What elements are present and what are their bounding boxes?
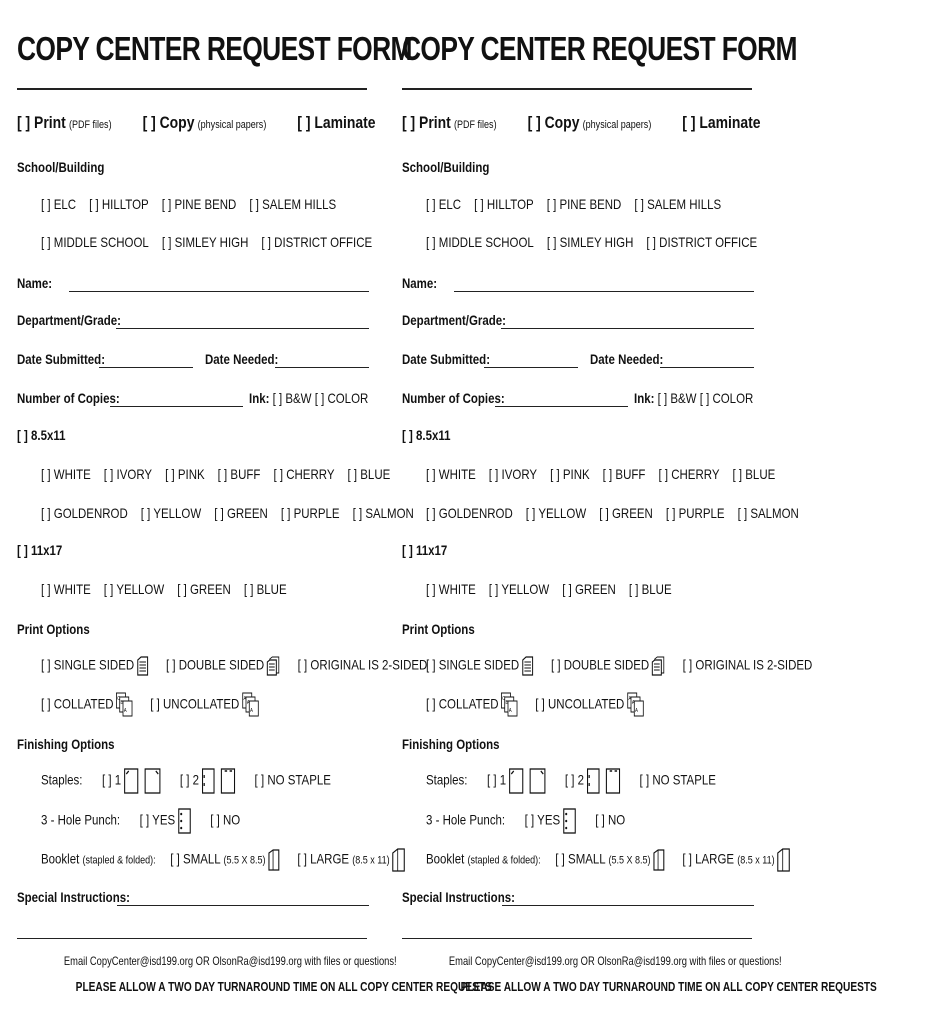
color-pink-option[interactable]: [ ] PINK xyxy=(165,466,205,482)
staple-2-alt-icon xyxy=(605,768,620,794)
name-field[interactable] xyxy=(454,275,754,292)
school-label: School/Building xyxy=(17,159,105,175)
print-options-label: Print Options xyxy=(17,621,90,637)
svg-text:A: A xyxy=(634,707,638,714)
collated-option[interactable]: [ ] COLLATED xyxy=(426,695,499,712)
special-row xyxy=(402,886,754,908)
color11-green-option[interactable]: [ ] GREEN xyxy=(177,581,231,597)
staple-2-option[interactable]: [ ] 2 xyxy=(564,771,585,788)
color-green-option[interactable]: [ ] GREEN xyxy=(599,505,653,521)
color-goldenrod-option[interactable]: [ ] GOLDENROD xyxy=(41,505,128,521)
color11-yellow-option[interactable]: [ ] YELLOW xyxy=(103,581,165,597)
schools-row-2 xyxy=(41,231,373,253)
special-instructions-field[interactable] xyxy=(502,889,754,906)
colors-85-row-2 xyxy=(41,502,414,524)
ink-color-option[interactable]: [ ] COLOR xyxy=(314,390,369,406)
color-buff-option[interactable]: [ ] BUFF xyxy=(217,466,261,482)
special-row xyxy=(17,886,369,908)
turnaround-note: PLEASE ALLOW A TWO DAY TURNAROUND TIME ON ALL COPY CENTER REQUESTS xyxy=(460,979,877,994)
punch-label: 3 - Hole Punch: xyxy=(426,811,506,828)
color-yellow-option[interactable]: [ ] YELLOW xyxy=(140,505,202,521)
dept-row xyxy=(17,309,369,331)
name-label: Name: xyxy=(402,275,438,291)
schools-row-1 xyxy=(426,193,754,215)
punch-yes-option[interactable]: [ ] YES xyxy=(524,811,561,828)
small-booklet-icon xyxy=(653,848,664,872)
email-note: Email CopyCenter@isd199.org OR OlsonRa@isd199.org with files or questions! xyxy=(448,954,782,968)
svg-text:A: A xyxy=(124,707,127,714)
booklet-note: (stapled & folded): xyxy=(467,854,541,867)
name-row xyxy=(402,272,754,294)
svg-text:A: A xyxy=(249,707,253,714)
color-purple-option[interactable]: [ ] PURPLE xyxy=(280,505,340,521)
staple-1-icon xyxy=(509,768,524,794)
special-label: Special Instructions: xyxy=(402,889,515,905)
staple-2-option[interactable]: [ ] 2 xyxy=(179,771,200,788)
punch-label: 3 - Hole Punch: xyxy=(41,811,121,828)
no-staple-option[interactable]: [ ] NO STAPLE xyxy=(254,771,331,788)
ink-bw-option[interactable]: [ ] B&W xyxy=(272,390,312,406)
double-sided-icon xyxy=(652,656,665,676)
color11-blue-option[interactable]: [ ] BLUE xyxy=(628,581,672,597)
svg-text:A: A xyxy=(509,707,512,714)
form-title: COPY CENTER REQUEST FORM xyxy=(17,30,412,67)
color11-white-option[interactable]: [ ] WHITE xyxy=(426,581,476,597)
color-pink-option[interactable]: [ ] PINK xyxy=(550,466,590,482)
school-pine-bend-option[interactable]: [ ] PINE BEND xyxy=(161,196,237,212)
dept-field[interactable] xyxy=(116,312,369,329)
ink-bw-option[interactable]: [ ] B&W xyxy=(657,390,697,406)
school-elc-option[interactable]: [ ] ELC xyxy=(426,196,462,212)
dept-field[interactable] xyxy=(501,312,754,329)
uncollated-icon xyxy=(627,692,645,718)
no-staple-option[interactable]: [ ] NO STAPLE xyxy=(639,771,716,788)
copies-field[interactable] xyxy=(495,390,628,407)
date-submitted-field[interactable] xyxy=(99,351,193,368)
svg-text:A: A xyxy=(246,699,250,706)
copy-option[interactable]: [ ] Copy (physical papers) xyxy=(142,113,267,132)
color11-green-option[interactable]: [ ] GREEN xyxy=(562,581,616,597)
colors-11-row xyxy=(41,578,369,600)
staples-label: Staples: xyxy=(426,771,468,788)
collation-row xyxy=(426,692,754,718)
punch-no-option[interactable]: [ ] NO xyxy=(210,811,241,828)
double-sided-option[interactable]: [ ] DOUBLE SIDED xyxy=(550,656,650,673)
school-middle-option[interactable]: [ ] MIDDLE SCHOOL xyxy=(41,234,149,250)
schools-row-2 xyxy=(426,231,758,253)
single-sided-option[interactable]: [ ] SINGLE SIDED xyxy=(426,656,520,673)
dates-row xyxy=(17,348,369,370)
staples-row xyxy=(41,768,369,794)
color-cherry-option[interactable]: [ ] CHERRY xyxy=(658,466,720,482)
colors-85-row-1 xyxy=(41,463,391,485)
finishing-options-label: Finishing Options xyxy=(402,736,500,752)
school-district-option[interactable]: [ ] DISTRICT OFFICE xyxy=(261,234,373,250)
name-field[interactable] xyxy=(69,275,369,292)
ink-color-option[interactable]: [ ] COLOR xyxy=(699,390,754,406)
small-booklet-icon xyxy=(268,848,279,872)
dept-label: Department/Grade: xyxy=(17,312,121,328)
double-sided-option[interactable]: [ ] DOUBLE SIDED xyxy=(165,656,265,673)
three-hole-punch-icon xyxy=(563,808,576,834)
school-elc-option[interactable]: [ ] ELC xyxy=(41,196,77,212)
date-submitted-label: Date Submitted: xyxy=(17,351,106,367)
dept-row xyxy=(402,309,754,331)
svg-text:C: C xyxy=(117,695,121,702)
booklet-large-option[interactable]: [ ] LARGE xyxy=(682,850,735,867)
color-yellow-option[interactable]: [ ] YELLOW xyxy=(525,505,587,521)
color-salmon-option[interactable]: [ ] SALMON xyxy=(352,505,414,521)
staple-2-icon xyxy=(587,768,600,794)
size-85-option[interactable]: [ ] 8.5x11 xyxy=(402,427,451,443)
title-divider xyxy=(402,88,752,90)
large-booklet-icon xyxy=(777,847,790,873)
sides-row xyxy=(41,653,428,679)
school-simley-option[interactable]: [ ] SIMLEY HIGH xyxy=(161,234,249,250)
ink-label: Ink: xyxy=(634,390,655,406)
date-submitted-field[interactable] xyxy=(484,351,578,368)
booklet-label: Booklet xyxy=(426,850,465,867)
school-hilltop-option[interactable]: [ ] HILLTOP xyxy=(474,196,534,212)
staple-1-option[interactable]: [ ] 1 xyxy=(101,771,122,788)
staple-1-alt-icon xyxy=(144,768,160,794)
school-label: School/Building xyxy=(402,159,490,175)
booklet-large-note: (8.5 x 11) xyxy=(352,854,390,867)
title-divider xyxy=(17,88,367,90)
special-instructions-line-2[interactable] xyxy=(17,938,367,939)
svg-text:B: B xyxy=(120,699,124,706)
request-form-left xyxy=(17,0,492,1024)
school-pine-bend-option[interactable]: [ ] PINE BEND xyxy=(546,196,622,212)
uncollated-option[interactable]: [ ] UNCOLLATED xyxy=(535,695,625,712)
ink-label: Ink: xyxy=(249,390,270,406)
special-instructions-line-2[interactable] xyxy=(402,938,752,939)
form-title: COPY CENTER REQUEST FORM xyxy=(402,30,797,67)
collated-icon xyxy=(116,692,134,718)
colors-85-row-2 xyxy=(426,502,799,524)
request-form-right xyxy=(402,0,877,1024)
copies-row xyxy=(402,387,754,409)
sides-row xyxy=(426,653,813,679)
collation-row xyxy=(41,692,369,718)
booklet-row xyxy=(41,847,390,873)
uncollated-option[interactable]: [ ] UNCOLLATED xyxy=(150,695,240,712)
school-salem-hills-option[interactable]: [ ] SALEM HILLS xyxy=(634,196,722,212)
collated-icon xyxy=(501,692,519,718)
date-needed-label: Date Needed: xyxy=(590,351,664,367)
colors-85-row-1 xyxy=(426,463,776,485)
color-ivory-option[interactable]: [ ] IVORY xyxy=(103,466,153,482)
staple-1-option[interactable]: [ ] 1 xyxy=(486,771,507,788)
special-label: Special Instructions: xyxy=(17,889,130,905)
date-needed-field[interactable] xyxy=(660,351,754,368)
colors-11-row xyxy=(426,578,754,600)
copies-row xyxy=(17,387,369,409)
color-white-option[interactable]: [ ] WHITE xyxy=(41,466,91,482)
booklet-small-option[interactable]: [ ] SMALL xyxy=(555,850,606,867)
uncollated-icon xyxy=(242,692,260,718)
single-sided-icon xyxy=(137,656,148,676)
booklet-row xyxy=(426,847,775,873)
booklet-note: (stapled & folded): xyxy=(82,854,156,867)
double-sided-icon xyxy=(267,656,280,676)
staples-row xyxy=(426,768,754,794)
date-needed-label: Date Needed: xyxy=(205,351,279,367)
booklet-small-note: (5.5 X 8.5) xyxy=(223,854,266,867)
color-blue-option[interactable]: [ ] BLUE xyxy=(347,466,391,482)
svg-text:A: A xyxy=(243,695,247,702)
staples-label: Staples: xyxy=(41,771,83,788)
single-sided-icon xyxy=(522,656,533,676)
school-middle-option[interactable]: [ ] MIDDLE SCHOOL xyxy=(426,234,534,250)
school-district-option[interactable]: [ ] DISTRICT OFFICE xyxy=(646,234,758,250)
copies-field[interactable] xyxy=(110,390,243,407)
color-buff-option[interactable]: [ ] BUFF xyxy=(602,466,646,482)
date-needed-field[interactable] xyxy=(275,351,369,368)
laminate-option[interactable]: [ ] Laminate xyxy=(297,113,376,132)
color-goldenrod-option[interactable]: [ ] GOLDENROD xyxy=(426,505,513,521)
original-2-sided-option[interactable]: [ ] ORIGINAL IS 2-SIDED xyxy=(682,656,813,673)
size-11-option[interactable]: [ ] 11x17 xyxy=(402,542,448,558)
booklet-large-option[interactable]: [ ] LARGE xyxy=(297,850,350,867)
job-type-row xyxy=(402,112,761,134)
svg-text:A: A xyxy=(631,699,635,706)
single-sided-option[interactable]: [ ] SINGLE SIDED xyxy=(41,656,135,673)
color11-blue-option[interactable]: [ ] BLUE xyxy=(243,581,287,597)
color11-white-option[interactable]: [ ] WHITE xyxy=(41,581,91,597)
laminate-option[interactable]: [ ] Laminate xyxy=(682,113,761,132)
svg-text:C: C xyxy=(502,695,506,702)
finishing-options-label: Finishing Options xyxy=(17,736,115,752)
staple-2-icon xyxy=(202,768,215,794)
color-salmon-option[interactable]: [ ] SALMON xyxy=(737,505,799,521)
copy-option[interactable]: [ ] Copy (physical papers) xyxy=(527,113,652,132)
color11-yellow-option[interactable]: [ ] YELLOW xyxy=(488,581,550,597)
svg-text:B: B xyxy=(505,699,509,706)
three-hole-punch-icon xyxy=(178,808,191,834)
punch-row xyxy=(426,808,754,834)
booklet-small-option[interactable]: [ ] SMALL xyxy=(170,850,221,867)
school-salem-hills-option[interactable]: [ ] SALEM HILLS xyxy=(249,196,337,212)
staple-1-icon xyxy=(124,768,139,794)
name-label: Name: xyxy=(17,275,53,291)
svg-text:A: A xyxy=(628,695,632,702)
punch-no-option[interactable]: [ ] NO xyxy=(595,811,626,828)
schools-row-1 xyxy=(41,193,369,215)
turnaround-note: PLEASE ALLOW A TWO DAY TURNAROUND TIME ON ALL COPY CENTER REQUESTS xyxy=(75,979,492,994)
color-ivory-option[interactable]: [ ] IVORY xyxy=(488,466,538,482)
booklet-label: Booklet xyxy=(41,850,80,867)
print-option[interactable]: [ ] Print (PDF files) xyxy=(17,113,112,132)
color-green-option[interactable]: [ ] GREEN xyxy=(214,505,268,521)
school-simley-option[interactable]: [ ] SIMLEY HIGH xyxy=(546,234,634,250)
original-2-sided-option[interactable]: [ ] ORIGINAL IS 2-SIDED xyxy=(297,656,428,673)
email-note: Email CopyCenter@isd199.org OR OlsonRa@isd199.org with files or questions! xyxy=(63,954,397,968)
size-11-option[interactable]: [ ] 11x17 xyxy=(17,542,63,558)
booklet-small-note: (5.5 X 8.5) xyxy=(608,854,651,867)
name-row xyxy=(17,272,369,294)
print-option[interactable]: [ ] Print (PDF files) xyxy=(402,113,497,132)
color-white-option[interactable]: [ ] WHITE xyxy=(426,466,476,482)
color-purple-option[interactable]: [ ] PURPLE xyxy=(665,505,725,521)
collated-option[interactable]: [ ] COLLATED xyxy=(41,695,114,712)
print-options-label: Print Options xyxy=(402,621,475,637)
dept-label: Department/Grade: xyxy=(402,312,506,328)
color-blue-option[interactable]: [ ] BLUE xyxy=(732,466,776,482)
date-submitted-label: Date Submitted: xyxy=(402,351,491,367)
booklet-large-note: (8.5 x 11) xyxy=(737,854,775,867)
special-instructions-field[interactable] xyxy=(117,889,369,906)
job-type-row xyxy=(17,112,376,134)
school-hilltop-option[interactable]: [ ] HILLTOP xyxy=(89,196,149,212)
copies-label: Number of Copies: xyxy=(17,390,120,406)
punch-yes-option[interactable]: [ ] YES xyxy=(139,811,176,828)
punch-row xyxy=(41,808,369,834)
staple-1-alt-icon xyxy=(529,768,545,794)
dates-row xyxy=(402,348,754,370)
staple-2-alt-icon xyxy=(220,768,235,794)
copies-label: Number of Copies: xyxy=(402,390,505,406)
color-cherry-option[interactable]: [ ] CHERRY xyxy=(273,466,335,482)
size-85-option[interactable]: [ ] 8.5x11 xyxy=(17,427,66,443)
